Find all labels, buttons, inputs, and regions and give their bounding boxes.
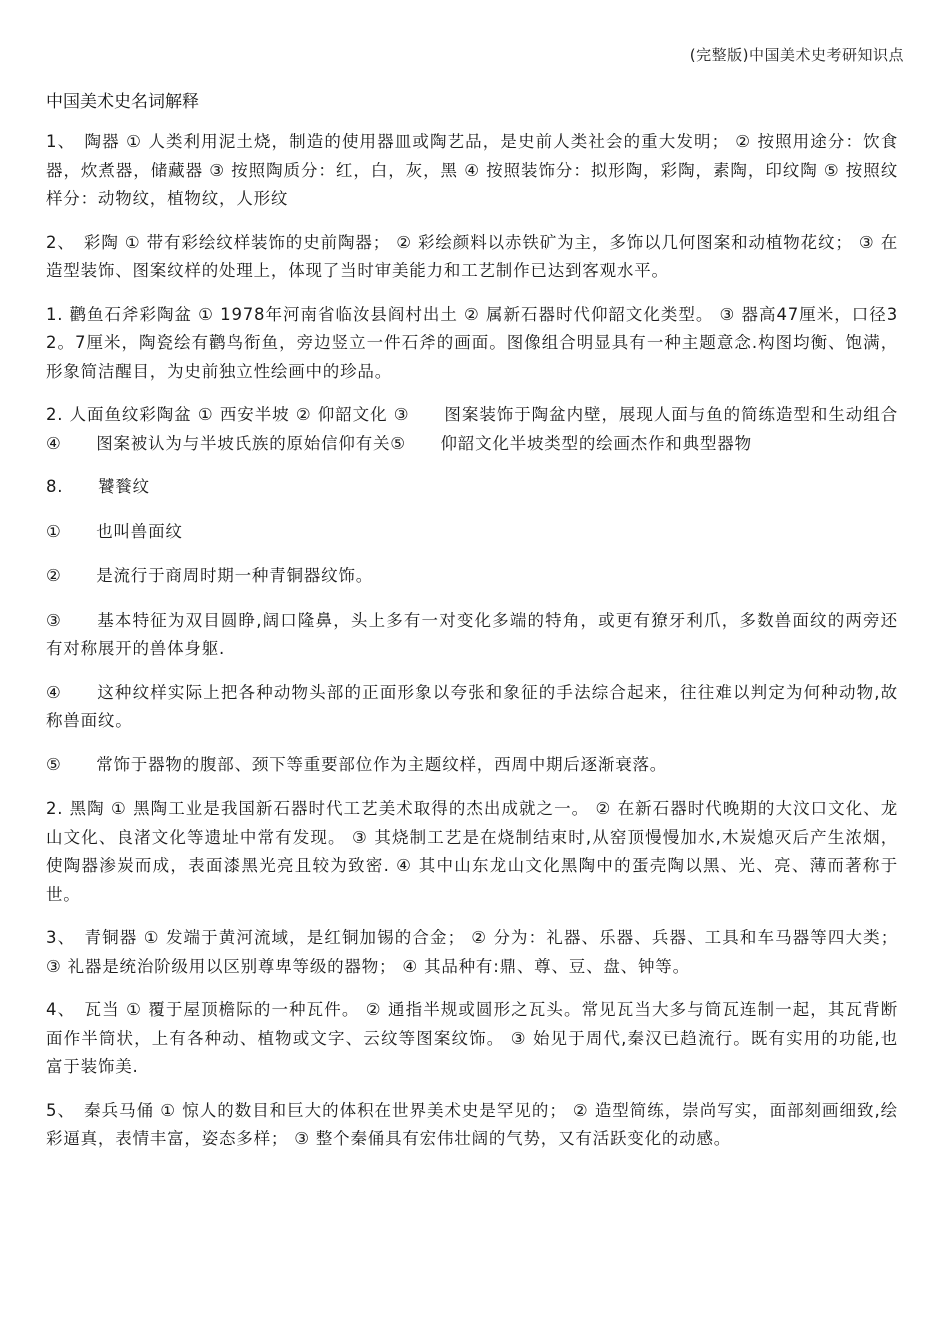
paragraph-terracotta-warriors: 5、 秦兵马俑 ① 惊人的数目和巨大的体积在世界美术史是罕见的； ② 造型简练，崇尚写实，面部刻画细致,绘彩逼真，表情丰富，姿态多样； ③ 整个秦俑具有宏伟壮阔的气势，又有活跃变化的动感。 [46,1100,898,1148]
paragraph-taotie-point-1: ① 也叫兽面纹 [46,521,183,541]
paragraph-stork-fish-axe-basin: 1. 鹳鱼石斧彩陶盆 ① 1978年河南省临汝县阎村出土 ② 属新石器时代仰韶文化类型。 ③ 器高47厘米，口径32。7厘米，陶瓷绘有鹳鸟衔鱼，旁边竖立一件石斧的画面。图像组合明显具有一种主题意念.构图均衡、饱满，形象简洁醒目，为史前独立性绘画中的珍品。 [46,304,898,381]
paragraph-taotie-point-2: ② 是流行于商周时期一种青铜器纹饰。 [46,566,373,585]
paragraph-taotie-point-3: ③ 基本特征为双目圆睁,阔口隆鼻，头上多有一对变化多端的特角，或更有獠牙利爪，多数兽面纹的两旁还有对称展开的兽体身躯. [46,610,898,658]
paragraph-black-pottery: 2. 黑陶 ① 黑陶工业是我国新石器时代工艺美术取得的杰出成就之一。 ② 在新石器时代晚期的大汶口文化、龙山文化、良渚文化等遗址中常有发现。 ③ 其烧制工艺是在烧制结束时,从窑顶慢慢加水,木炭熄灭后产生浓烟，使陶器渗炭而成，表面漆黑光亮且较为致密. ④ 其中山东龙山文化黑陶中的蛋壳陶以黑、光、亮、薄而著称于世。 [46,799,898,904]
paragraph-taotie-heading: 8. 饕餮纹 [46,477,150,496]
paragraph-pottery: 1、 陶器 ① 人类利用泥土烧，制造的使用器皿或陶艺品，是史前人类社会的重大发明； ② 按照用途分：饮食器，炊煮器，储藏器 ③ 按照陶质分：红，白，灰，黑 ④ 按照装饰分：拟形陶，彩陶，素陶，印纹陶 ⑤ 按照纹样分：动物纹，植物纹，人形纹 [46,132,898,208]
paragraph-taotie-point-4: ④ 这种纹样实际上把各种动物头部的正面形象以夸张和象征的手法综合起来，往往难以判定为何种动物,故称兽面纹。 [46,682,898,730]
paragraph-human-face-fish-basin: 2. 人面鱼纹彩陶盆 ① 西安半坡 ② 仰韶文化 ③ 图案装饰于陶盆内壁，展现人面与鱼的简练造型和生动组合④ 图案被认为与半坡氏族的原始信仰有关⑤ 仰韶文化半坡类型的绘画杰作和典型器物 [46,405,898,453]
paragraph-eaves-tile: 4、 瓦当 ① 覆于屋顶檐际的一种瓦件。 ② 通指半规或圆形之瓦头。常见瓦当大多与筒瓦连制一起，其瓦背断面作半筒状，上有各种动、植物或文字、云纹等图案纹饰。 ③ 始见于周代,秦汉已趋流行。既有实用的功能,也富于装饰美. [46,1000,898,1076]
document-body [46,128,898,1169]
document-title: 中国美术史名词解释 [46,92,199,112]
paragraph-taotie-point-5: ⑤ 常饰于器物的腹部、颈下等重要部位作为主题纹样，西周中期后逐渐衰落。 [46,754,668,774]
paragraph-bronze-ware: 3、 青铜器 ① 发端于黄河流域，是红铜加锡的合金； ② 分为：礼器、乐器、兵器、工具和车马器等四大类； ③ 礼器是统治阶级用以区别尊卑等级的器物； ④ 其品种有:鼎、尊、豆、盘、钟等。 [46,928,898,976]
page-header: (完整版)中国美术史考研知识点 [689,46,904,64]
paragraph-painted-pottery: 2、 彩陶 ① 带有彩绘纹样装饰的史前陶器； ② 彩绘颜料以赤铁矿为主，多饰以几何图案和动植物花纹； ③ 在造型装饰、图案纹样的处理上，体现了当时审美能力和工艺制作已达到客观水平。 [46,232,898,280]
